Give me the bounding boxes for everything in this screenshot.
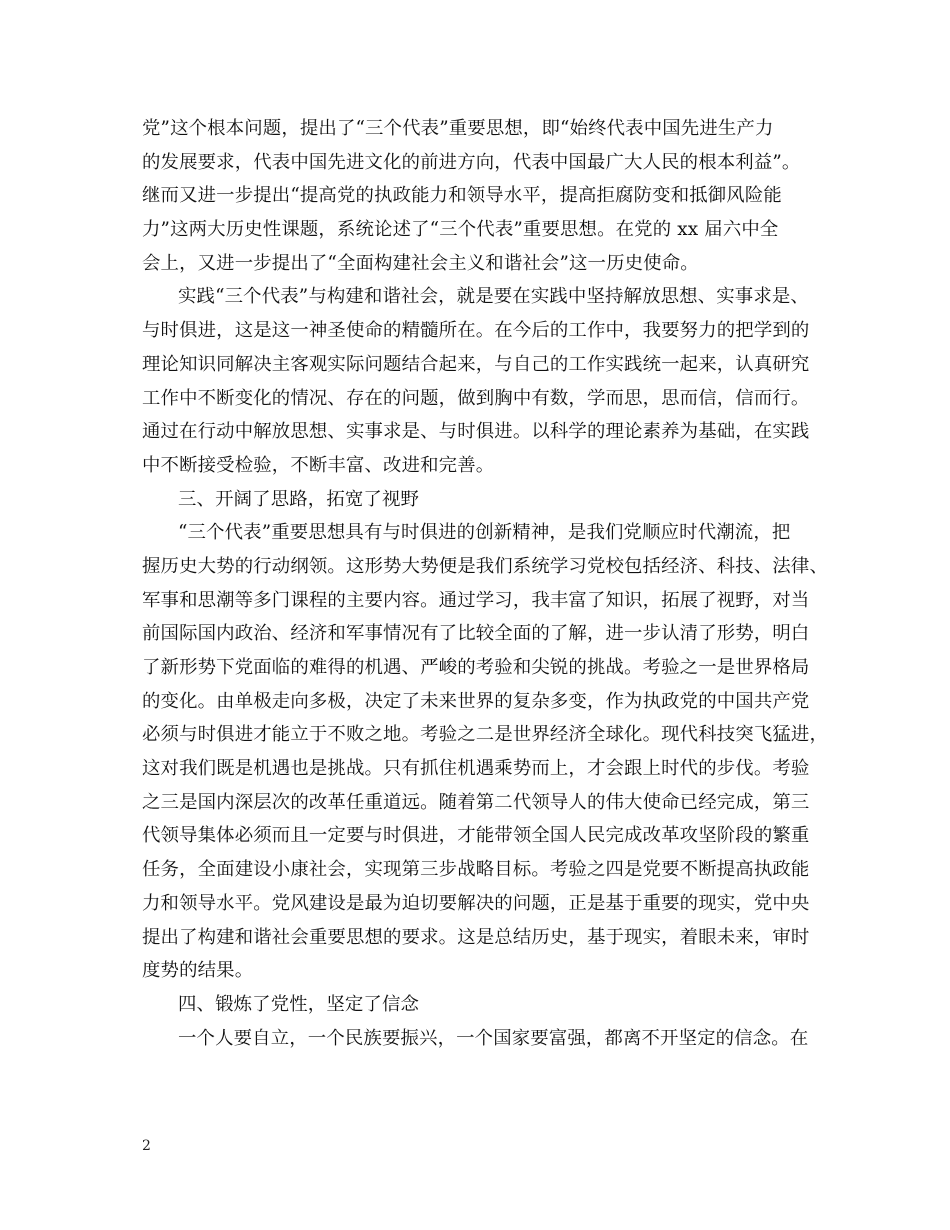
text-line: 了新形势下党面临的难得的机遇、严峻的考验和尖锐的挑战。考验之一是世界格局 <box>142 657 810 678</box>
text-line: 与时俱进，这是这一神圣使命的精髓所在。在今后的工作中，我要努力的把学到的 <box>142 320 810 342</box>
text-line: 这对我们既是机遇也是挑战。只有抓住机遇乘势而上，才会跟上时代的步伐。考验 <box>142 758 810 780</box>
text-line: 的发展要求，代表中国先进文化的前进方向，代表中国最广大人民的根本利益”。 <box>142 151 801 173</box>
text-line: 继而又进一步提出“提高党的执政能力和领导水平，提高拒腐防变和抵御风险能 <box>142 185 782 207</box>
paragraph-first-line: “三个代表”重要思想具有与时俱进的创新精神，是我们党顺应时代潮流，把 <box>178 522 791 544</box>
text-line: 通过在行动中解放思想、实事求是、与时俱进。以科学的理论素养为基础，在实践 <box>142 421 810 443</box>
text-line: 前国际国内政治、经济和军事情况有了比较全面的了解，进一步认清了形势，明白 <box>142 623 810 645</box>
text-line: 中不断接受检验，不断丰富、改进和完善。 <box>142 454 495 476</box>
text-line: 军事和思潮等多门课程的主要内容。通过学习，我丰富了知识，拓展了视野，对当 <box>142 589 810 611</box>
text-line: 工作中不断变化的情况、存在的问题，做到胸中有数，学而思，思而信，信而行。 <box>142 387 810 409</box>
text-line: 之三是国内深层次的改革任重道远。随着第二代领导人的伟大使命已经完成，第三 <box>142 791 810 813</box>
text-line: 任务，全面建设小康社会，实现第三步战略目标。考验之四是党要不断提高执政能 <box>142 859 810 881</box>
text-line: 代领导集体必须而且一定要与时俱进，才能带领全国人民完成改革攻坚阶段的繁重 <box>142 825 810 847</box>
text-line: 力”这两大历史性课题，系统论述了“三个代表”重要思想。在党的 xx 届六中全 <box>142 219 779 241</box>
page-number: 2 <box>142 1138 151 1154</box>
text-line: 提出了构建和谐社会重要思想的要求。这是总结历史，基于现实，着眼未来，审时 <box>142 926 810 948</box>
section-heading-4: 四、锻炼了党性，坚定了信念 <box>178 993 420 1015</box>
paragraph-first-line: 一个人要自立，一个民族要振兴，一个国家要富强，都离不开坚定的信念。在 <box>178 1027 809 1049</box>
paragraph-first-line: 实践“三个代表”与构建和谐社会，就是要在实践中坚持解放思想、实事求是、 <box>178 286 809 308</box>
text-line: 力和领导水平。党风建设是最为迫切要解决的问题，正是基于重要的现实，党中央 <box>142 892 810 914</box>
text-line: 理论知识同解决主客观实际问题结合起来，与自己的工作实践统一起来，认真研究 <box>142 353 810 375</box>
text-line: 会上，又进一步提出了“全面构建社会主义和谐社会”这一历史使命。 <box>142 252 699 274</box>
text-line: 党”这个根本问题，提出了“三个代表”重要思想，即“始终代表中国先进生产力 <box>142 118 774 139</box>
text-line: 的变化。由单极走向多极，决定了未来世界的复杂多变，作为执政党的中国共产党 <box>142 690 810 712</box>
text-line: 握历史大势的行动纲领。这形势大势便是我们系统学习党校包括经济、科技、法律、 <box>142 555 829 577</box>
text-line: 必须与时俱进才能立于不败之地。考验之二是世界经济全球化。现代科技突飞猛进， <box>142 724 829 746</box>
section-heading-3: 三、开阔了思路，拓宽了视野 <box>178 488 420 510</box>
document-body <box>142 112 832 1055</box>
text-line: 度势的结果。 <box>142 960 254 982</box>
